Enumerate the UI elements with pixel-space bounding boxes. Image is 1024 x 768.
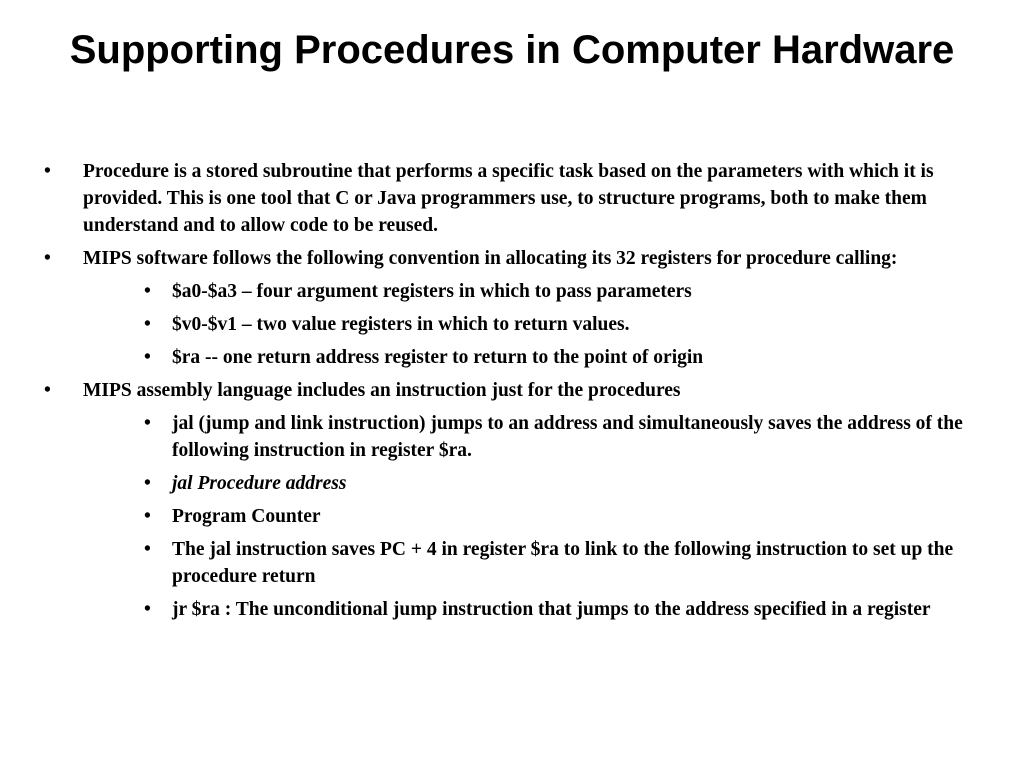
bullet-marker: •	[144, 347, 151, 368]
sub-bullet-item	[40, 503, 970, 530]
sub-bullet-item	[40, 311, 970, 338]
sub-bullet-text: Program Counter	[172, 506, 321, 527]
sub-bullet-text: $ra -- one return address register to return to the point of origin	[172, 347, 704, 368]
bullet-list	[40, 158, 970, 629]
bullet-marker: •	[144, 281, 151, 302]
sub-bullet-text: jr $ra : The unconditional jump instruction that jumps to the address specified in a register	[172, 599, 931, 620]
sub-bullet-text: jal Procedure address	[172, 473, 347, 494]
bullet-text: MIPS software follows the following convention in allocating its 32 registers for procedure calling:	[83, 248, 898, 269]
sub-bullet-text: jal (jump and link instruction) jumps to an address and simultaneously saves the address of the following instruction in register $ra.	[172, 413, 963, 461]
sub-bullet-item	[40, 278, 970, 305]
bullet-text: Procedure is a stored subroutine that performs a specific task based on the parameters with which it is provided. This is one tool that C or Java programmers use, to structure programs, both to make them understand and to allow code to be reused.	[83, 161, 934, 236]
sub-bullet-text: The jal instruction saves PC + 4 in register $ra to link to the following instruction to set up the procedure return	[172, 539, 954, 587]
bullet-marker: •	[144, 539, 151, 560]
bullet-item	[40, 158, 970, 239]
sub-bullet-item	[40, 410, 970, 464]
sub-bullet-text: $v0-$v1 – two value registers in which to return values.	[172, 314, 630, 335]
bullet-marker: •	[144, 506, 151, 527]
bullet-item	[40, 245, 970, 272]
bullet-marker: •	[144, 413, 151, 434]
bullet-marker: •	[144, 314, 151, 335]
bullet-marker: •	[44, 161, 51, 182]
sub-bullet-item	[40, 470, 970, 497]
bullet-marker: •	[144, 599, 151, 620]
sub-bullet-item	[40, 536, 970, 590]
bullet-marker: •	[44, 248, 51, 269]
sub-bullet-text: $a0-$a3 – four argument registers in which to pass parameters	[172, 281, 692, 302]
sub-bullet-item	[40, 596, 970, 623]
bullet-marker: •	[144, 473, 151, 494]
slide-title: Supporting Procedures in Computer Hardware	[69, 28, 955, 72]
bullet-item	[40, 377, 970, 404]
bullet-marker: •	[44, 380, 51, 401]
sub-bullet-item	[40, 344, 970, 371]
bullet-text: MIPS assembly language includes an instruction just for the procedures	[83, 380, 681, 401]
